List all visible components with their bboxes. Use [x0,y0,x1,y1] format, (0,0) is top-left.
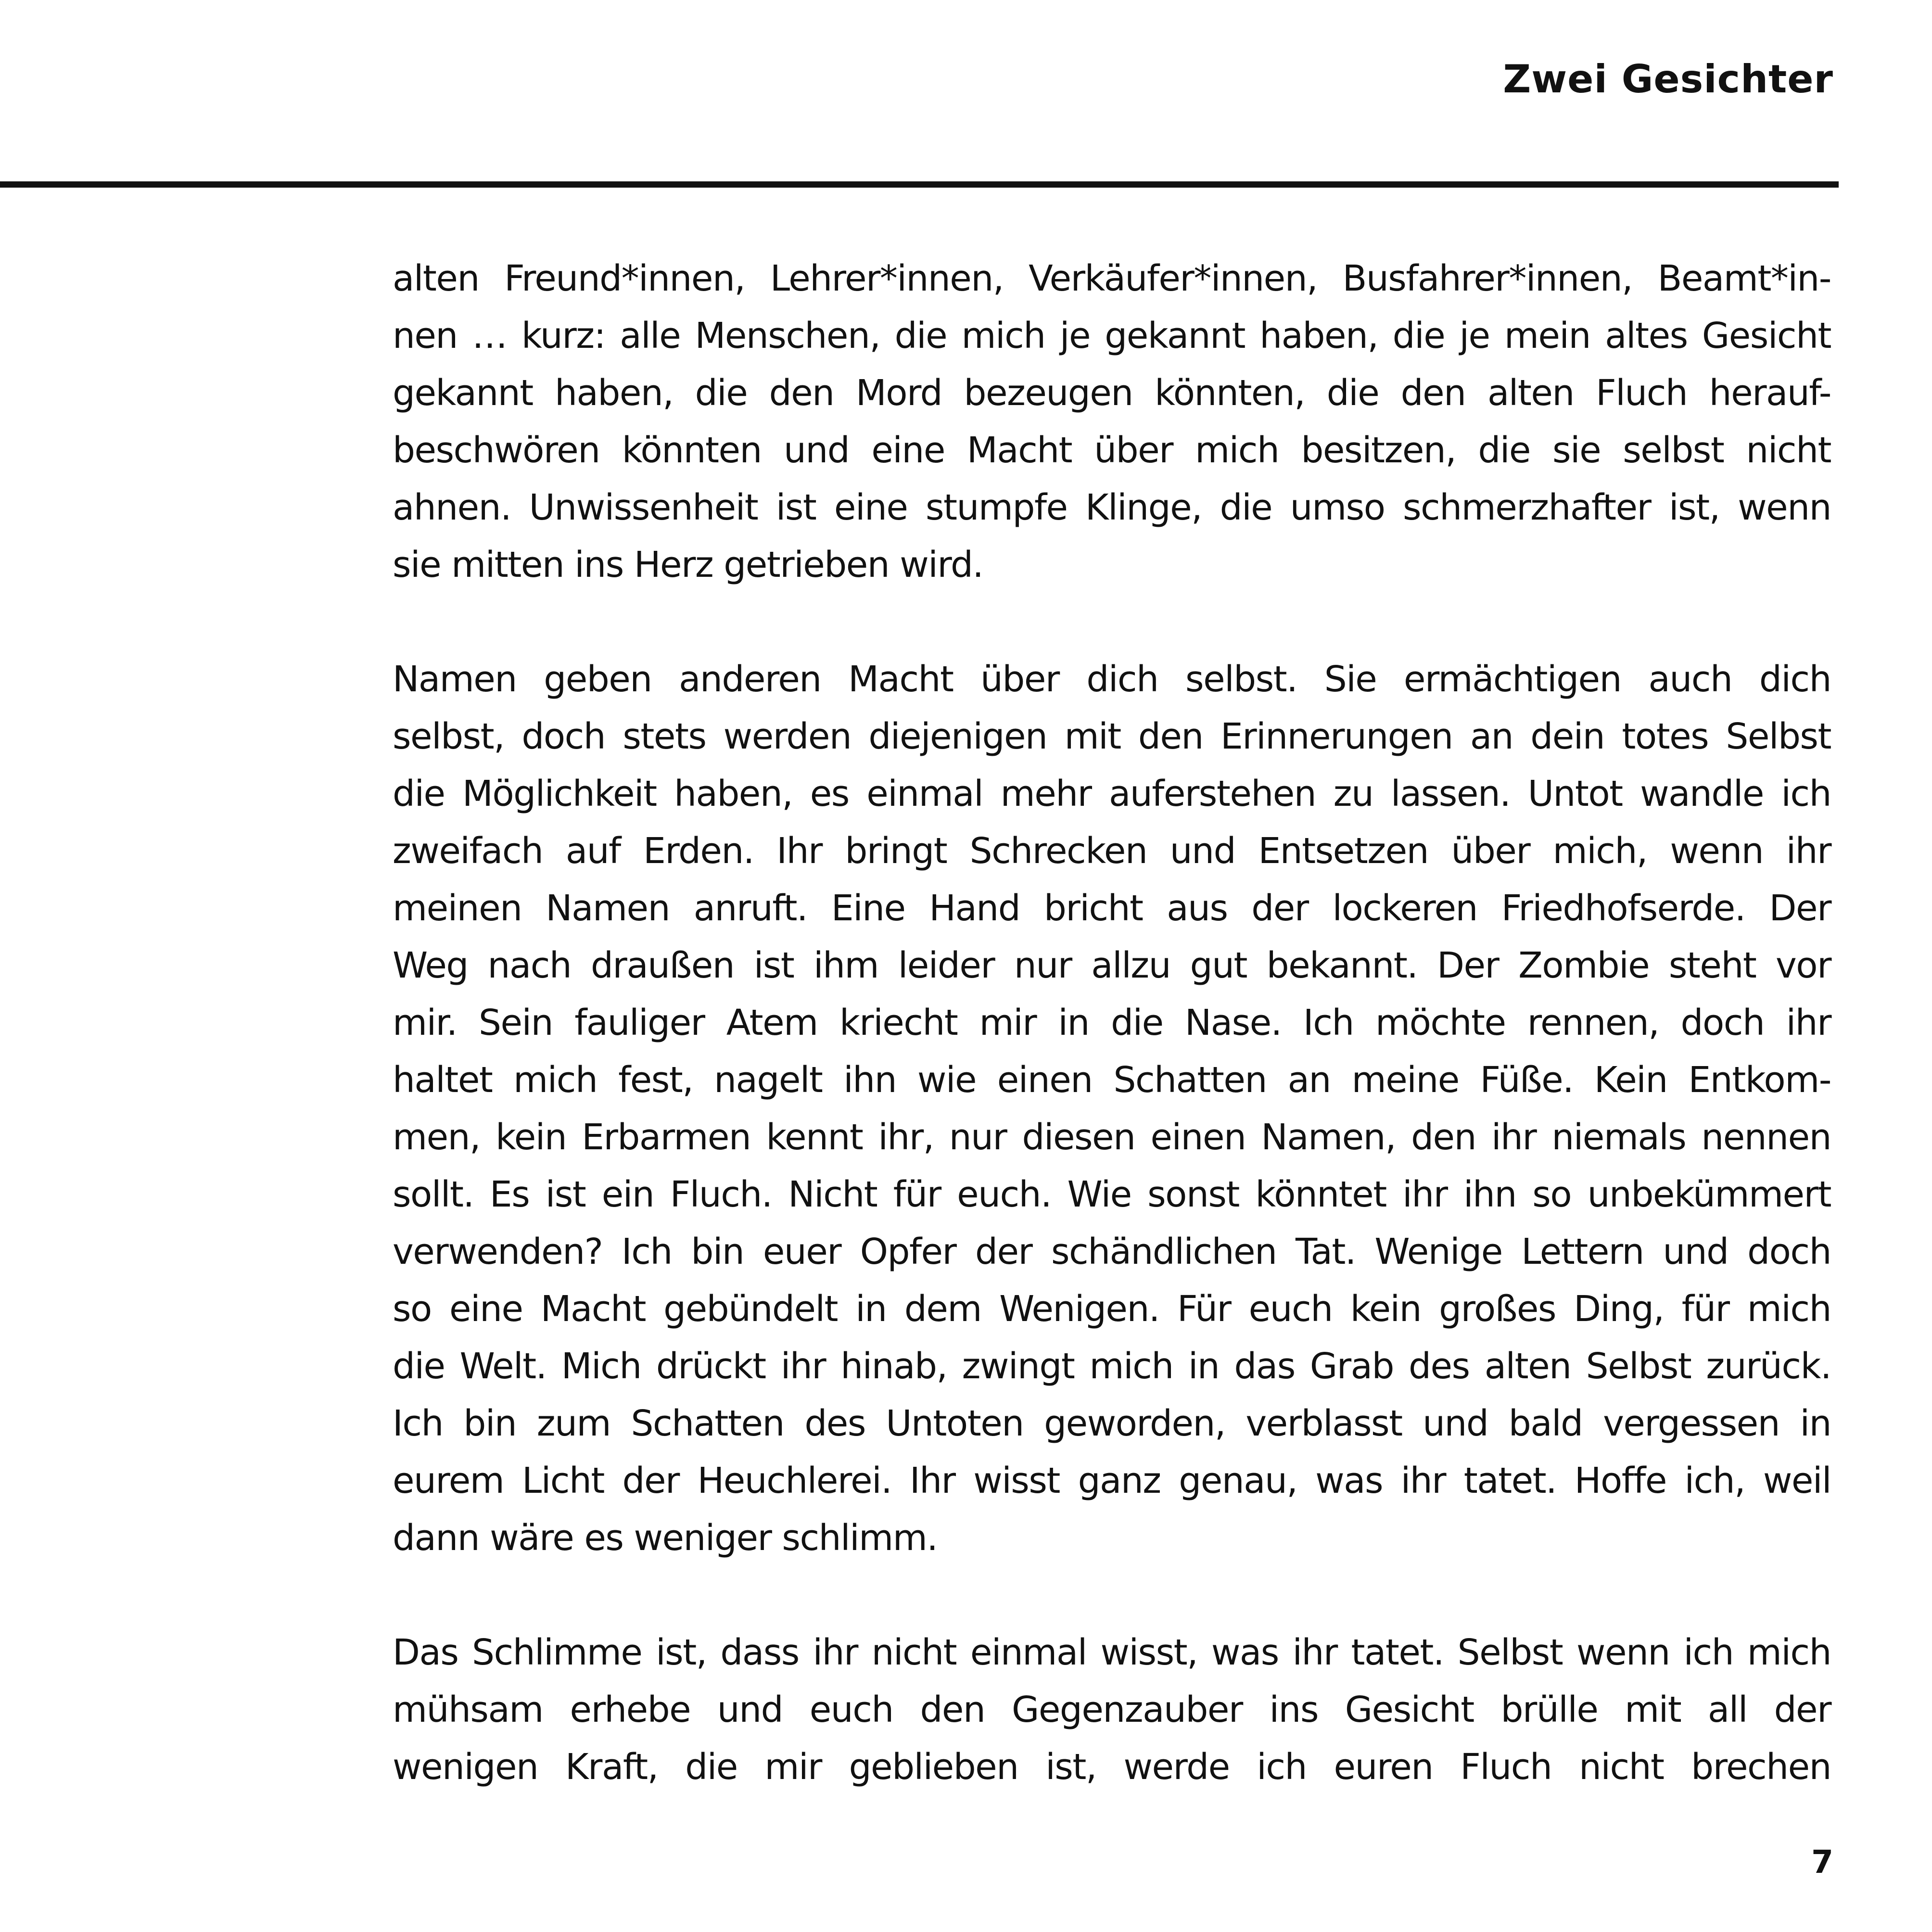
text-line: Namen geben anderen Macht über dich selbst. Sie ermächtigen auch dich [393,659,1831,700]
text-line: haltet mich fest, nagelt ihn wie einen Schatten an meine Füße. Kein Entkom- [393,1059,1831,1101]
text-line: wenigen Kraft, die mir geblieben ist, werde ich euren Fluch nicht brechen [393,1746,1831,1788]
text-line: mir. Sein fauliger Atem kriecht mir in die Nase. Ich möchte rennen, doch ihr [393,1002,1831,1043]
page-number: 7 [1811,1843,1833,1881]
text-line: die Möglichkeit haben, es einmal mehr auferstehen zu lassen. Untot wandle ich [393,773,1831,814]
text-line: sollt. Es ist ein Fluch. Nicht für euch. Wie sonst könntet ihr ihn so unbekümmert [393,1174,1831,1215]
body-text [393,250,1831,1853]
paragraph-2 [393,651,1831,1567]
text-line: Ich bin zum Schatten des Untoten geworden, verblasst und bald vergessen in [393,1403,1831,1444]
text-line: eurem Licht der Heuchlerei. Ihr wisst ganz genau, was ihr tatet. Hoffe ich, weil [393,1460,1831,1501]
text-line: nen … kurz: alle Menschen, die mich je gekannt haben, die je mein altes Gesicht [393,315,1831,356]
running-header-title: Zwei Gesichter [1503,57,1833,102]
paragraph-3 [393,1624,1831,1796]
text-line: meinen Namen anruft. Eine Hand bricht aus der lockeren Friedhofserde. Der [393,888,1831,929]
text-line: dann wäre es weniger schlimm. [393,1517,938,1559]
text-line: alten Freund*innen, Lehrer*innen, Verkäufer*innen, Busfahrer*innen, Beamt*in- [393,258,1831,299]
text-line: men, kein Erbarmen kennt ihr, nur diesen einen Namen, den ihr niemals nennen [393,1117,1831,1158]
text-line: gekannt haben, die den Mord bezeugen könnten, die den alten Fluch herauf- [393,372,1831,414]
text-line: verwenden? Ich bin euer Opfer der schändlichen Tat. Wenige Lettern und doch [393,1231,1831,1272]
text-line: die Welt. Mich drückt ihr hinab, zwingt mich in das Grab des alten Selbst zurück. [393,1346,1831,1387]
text-line: beschwören könnten und eine Macht über mich besitzen, die sie selbst nicht [393,430,1831,471]
text-line: Das Schlimme ist, dass ihr nicht einmal wisst, was ihr tatet. Selbst wenn ich mich [393,1632,1831,1673]
text-line: sie mitten ins Herz getrieben wird. [393,544,983,585]
text-line: zweifach auf Erden. Ihr bringt Schrecken und Entsetzen über mich, wenn ihr [393,830,1831,872]
paragraph-1 [393,250,1831,594]
text-line: so eine Macht gebündelt in dem Wenigen. Für euch kein großes Ding, für mich [393,1288,1831,1330]
header-rule [0,181,1839,188]
text-line: mühsam erhebe und euch den Gegenzauber ins Gesicht brülle mit all der [393,1689,1831,1730]
text-line: selbst, doch stets werden diejenigen mit den Erinnerungen an dein totes Selbst [393,716,1831,757]
text-line: ahnen. Unwissenheit ist eine stumpfe Klinge, die umso schmerzhafter ist, wenn [393,487,1831,528]
text-line: Weg nach draußen ist ihm leider nur allzu gut bekannt. Der Zombie steht vor [393,945,1831,986]
